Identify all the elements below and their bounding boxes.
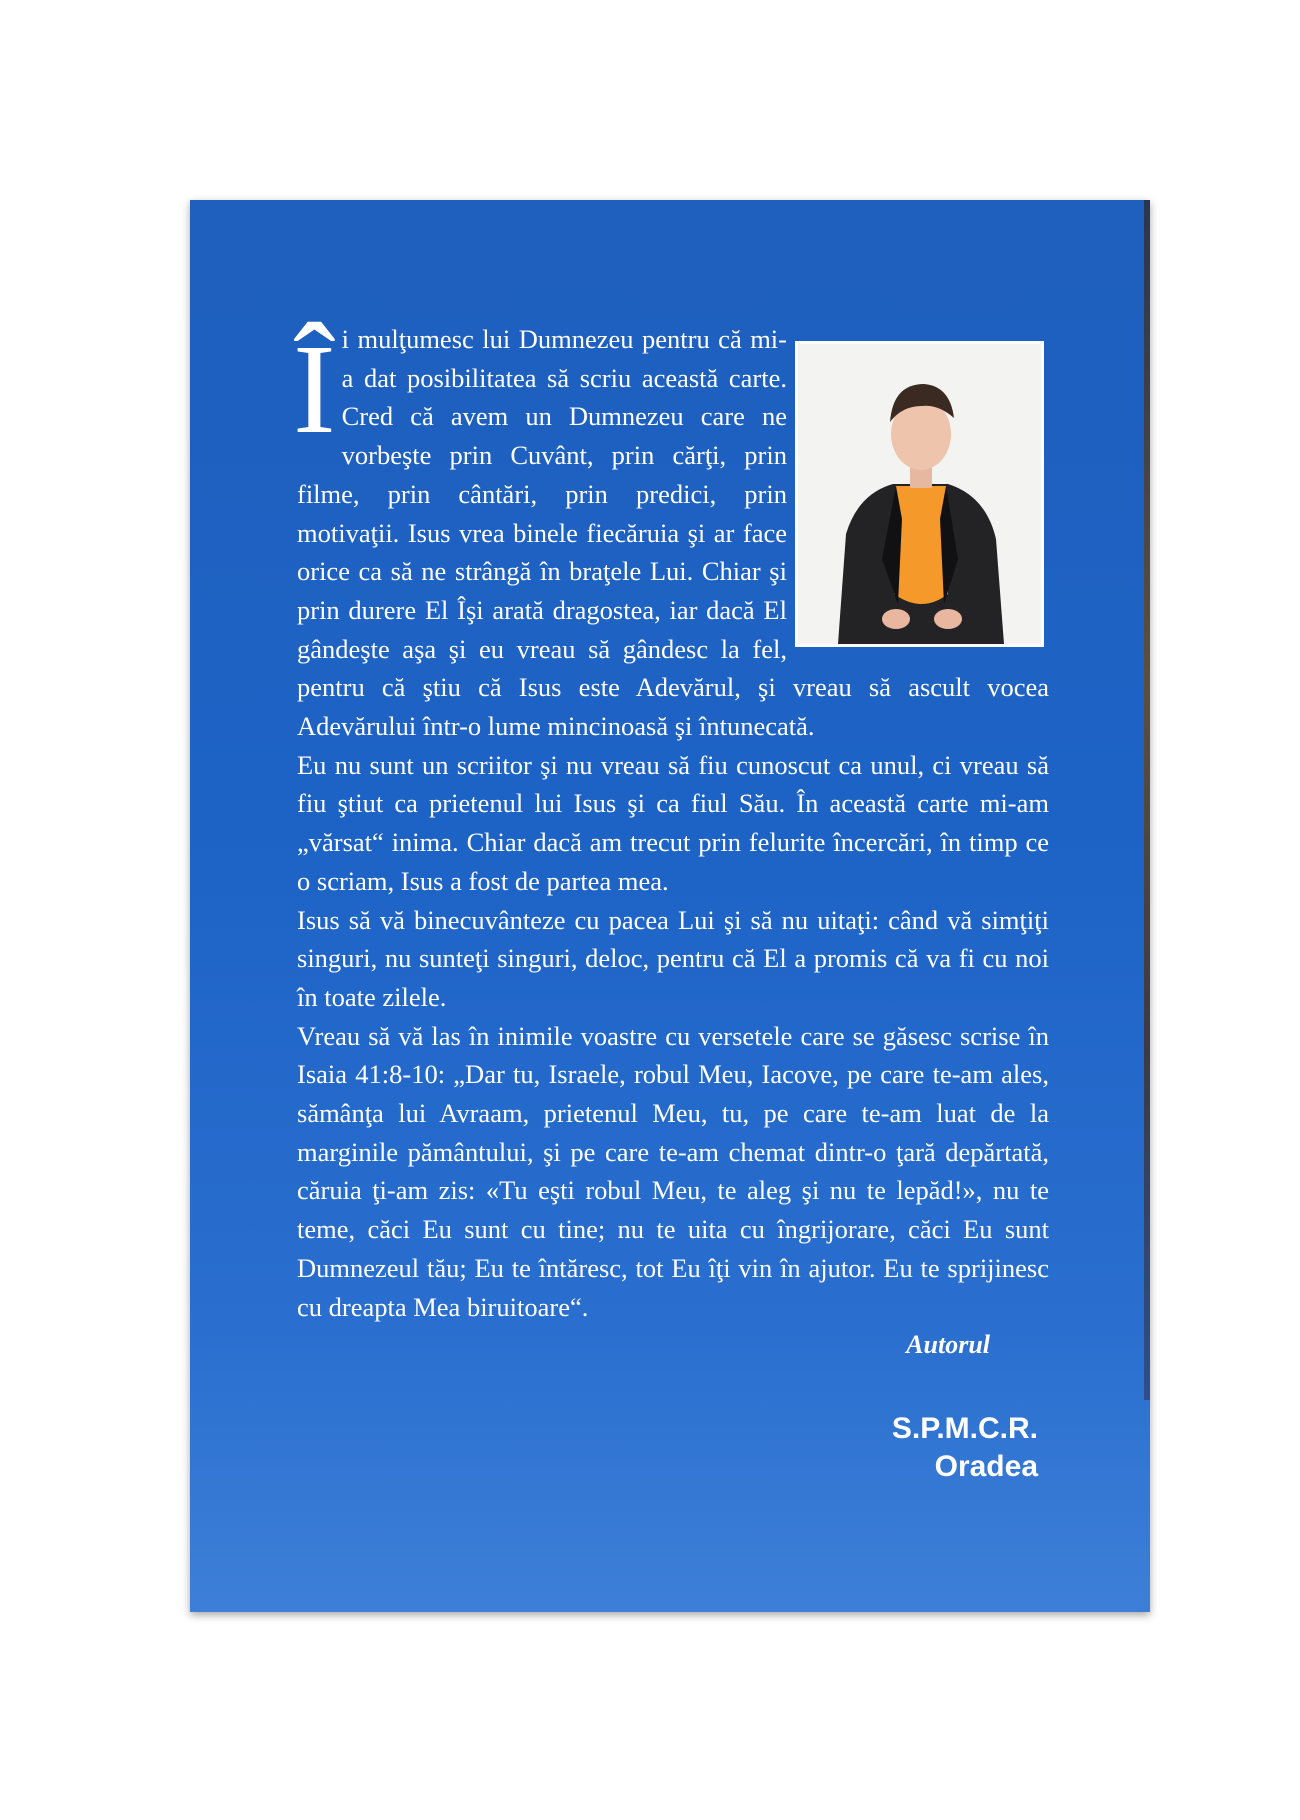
publisher-line-2: Oradea xyxy=(934,1450,1038,1483)
author-signature: Autorul xyxy=(906,1330,990,1359)
photo-wrap-space xyxy=(787,320,1049,666)
paragraph-3: Isus să vă binecuvânteze cu pacea Lui şi să nu uitaţi: când vă simţiţi singuri, nu sunteţi singuri, deloc, pentru că El a promis că va fi cu noi în toate zilele. xyxy=(297,904,1049,1012)
paragraph-4: Vreau să vă las în inimile voastre cu versetele care se găsesc scrise în Isaia 41:8-10: „Dar tu, Israele, robul Meu, Iacove, pe care te-am ales, sămânţa lui Avraam, prietenul Meu, tu, pe care te-am luat de la marginile pământului, şi pe care te-am chemat dintr-o ţară depărtată, căruia ţi-am zis: «Tu eşti robul Meu, te aleg şi nu te lepăd!», nu te teme, căci Eu sunt cu tine; nu te uita cu îngrijorare, căci Eu sunt Dumnezeul tău; Eu te întăresc, tot Eu îţi vin în ajutor. Eu te sprijinesc cu dreapta Mea biruitoare“. xyxy=(297,1020,1049,1322)
publisher-line-1: S.P.M.C.R. xyxy=(891,1412,1038,1445)
paragraph-1: i mulţumesc lui Dumnezeu pentru că mi-a dat posibilitatea să scriu această carte. Cred că avem un Dumnezeu care ne vorbeşte prin Cuvânt, prin cărţi, prin filme, prin cântări, prin predici, prin motivaţii. Isus vrea binele fiecăruia şi ar face orice ca să ne strângă în braţele Lui. Chiar şi prin durere El Îşi arată dragostea, iar dacă El gândeşte aşa şi eu vreau să gândesc la fel, pentru că ştiu că Isus este Adevărul, şi vreau să ascult vocea Adevărului într-o lume mincinoasă şi întunecată. xyxy=(297,324,1049,742)
spine-edge xyxy=(1144,200,1150,1400)
blurb-text xyxy=(293,318,1049,1326)
publisher-name xyxy=(892,1410,1038,1486)
book-back-cover xyxy=(190,200,1150,1612)
drop-cap: Î xyxy=(293,318,336,460)
paragraph-2: Eu nu sunt un scriitor şi nu vreau să fiu cunoscut ca unul, ci vreau să fiu ştiut ca prietenul lui Isus şi ca fiul Său. În această carte mi-am „vărsat“ inima. Chiar dacă am trecut prin felurite încercări, în timp ce o scriam, Isus a fost de partea mea. xyxy=(297,749,1049,896)
